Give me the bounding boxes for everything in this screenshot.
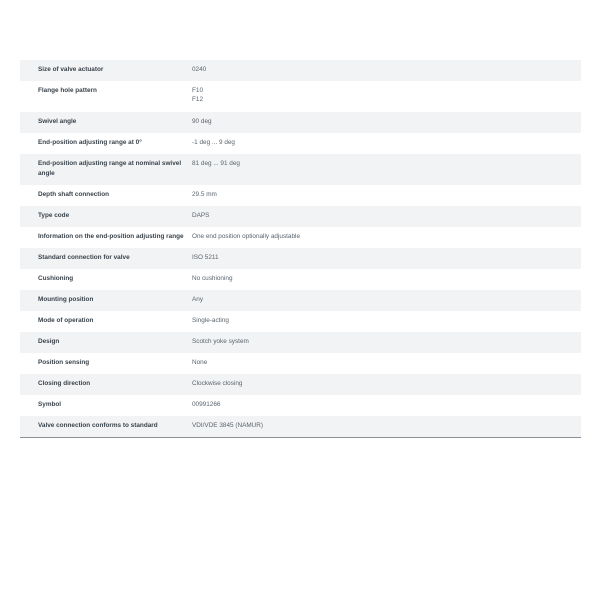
spec-value <box>192 117 212 126</box>
spec-row-flange-hole-pattern <box>20 81 581 112</box>
spec-row-symbol <box>20 395 581 416</box>
spec-value-line: No cushioning <box>192 275 233 282</box>
spec-label: Mounting position <box>38 296 94 303</box>
spec-row-end-position-range-0 <box>20 133 581 154</box>
spec-value-line: 0240 <box>192 66 207 73</box>
spec-row-cushioning <box>20 269 581 290</box>
spec-value <box>192 138 235 147</box>
spec-value-line: Scotch yoke system <box>192 338 249 345</box>
spec-row-size-of-valve-actuator <box>20 60 581 81</box>
spec-table <box>20 60 581 438</box>
spec-value-line: 29.5 mm <box>192 191 217 198</box>
spec-value-line: F12 <box>192 96 204 103</box>
spec-value-line: 90 deg <box>192 118 212 125</box>
spec-value-line: Single-acting <box>192 317 229 324</box>
spec-value-line: Any <box>192 296 204 303</box>
spec-label: Standard connection for valve <box>38 254 130 261</box>
spec-row-valve-connection-standard <box>20 416 581 437</box>
spec-value <box>192 400 220 409</box>
spec-value-line: None <box>192 359 208 366</box>
spec-value <box>192 316 229 325</box>
spec-value <box>192 253 219 262</box>
spec-row-mode-of-operation <box>20 311 581 332</box>
spec-row-design <box>20 332 581 353</box>
spec-value-line: 00991266 <box>192 401 221 408</box>
spec-value <box>192 337 249 346</box>
spec-value <box>192 232 300 241</box>
spec-label: Closing direction <box>38 380 91 387</box>
spec-label: Swivel angle <box>38 118 77 125</box>
spec-label: Flange hole pattern <box>38 87 97 94</box>
spec-value <box>192 358 207 367</box>
spec-label: Mode of operation <box>38 317 94 324</box>
spec-value <box>192 274 233 283</box>
spec-label: Cushioning <box>38 275 74 282</box>
spec-value-line: F10 <box>192 87 204 94</box>
spec-label: Size of valve actuator <box>38 66 104 73</box>
spec-value-line: -1 deg ... 9 deg <box>192 139 235 146</box>
spec-label: End-position adjusting range at nominal swivel angle <box>38 160 182 177</box>
spec-label: Depth shaft connection <box>38 191 110 198</box>
spec-row-closing-direction <box>20 374 581 395</box>
spec-value-line: 81 deg ... 91 deg <box>192 160 240 167</box>
spec-value-line: VDI/VDE 3845 (NAMUR) <box>192 422 264 429</box>
spec-label: End-position adjusting range at 0° <box>38 139 142 146</box>
spec-value <box>192 65 206 74</box>
spec-label: Valve connection conforms to standard <box>38 422 158 429</box>
spec-row-swivel-angle <box>20 112 581 133</box>
spec-value <box>192 86 203 104</box>
spec-label: Information on the end-position adjusting range <box>38 233 184 240</box>
spec-value <box>192 211 209 220</box>
spec-value <box>192 295 203 304</box>
spec-value-line: ISO 5211 <box>192 254 219 261</box>
spec-value <box>192 190 217 199</box>
spec-row-end-position-info <box>20 227 581 248</box>
spec-value <box>192 421 263 430</box>
spec-label: Symbol <box>38 401 62 408</box>
spec-value <box>192 379 242 388</box>
spec-value-line: One end position optionally adjustable <box>192 233 301 240</box>
spec-row-type-code <box>20 206 581 227</box>
spec-row-end-position-range-nominal <box>20 154 581 185</box>
spec-label: Design <box>38 338 60 345</box>
spec-value <box>192 159 240 168</box>
spec-label: Position sensing <box>38 359 90 366</box>
spec-row-position-sensing <box>20 353 581 374</box>
spec-row-mounting-position <box>20 290 581 311</box>
spec-row-standard-connection <box>20 248 581 269</box>
spec-value-line: Clockwise closing <box>192 380 243 387</box>
spec-value-line: DAPS <box>192 212 210 219</box>
spec-row-depth-shaft-connection <box>20 185 581 206</box>
spec-label: Type code <box>38 212 70 219</box>
